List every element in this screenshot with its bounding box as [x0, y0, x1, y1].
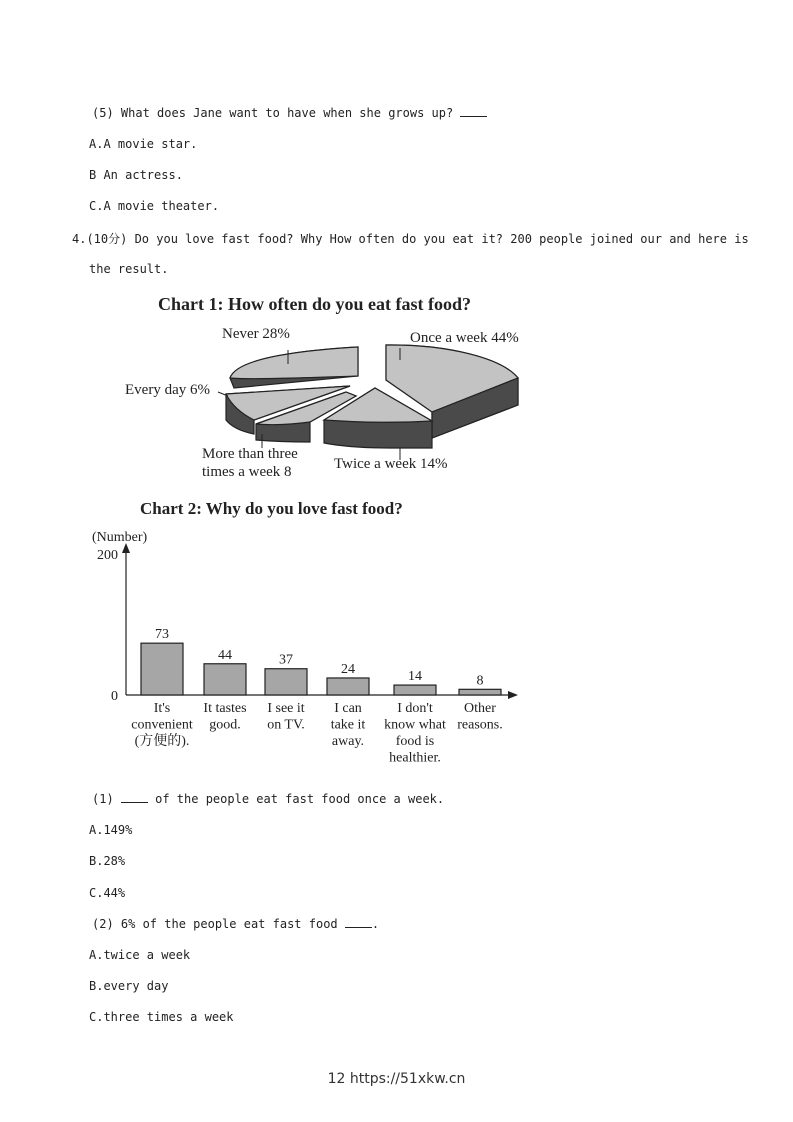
x-tick-label: take it [330, 717, 366, 733]
x-tick-label: It tastes [203, 701, 247, 716]
bar [394, 685, 436, 695]
chart1-label-once: Once a week 44% [410, 330, 519, 346]
chart1-label-more-than-three-2: times a week 8 [202, 464, 292, 480]
answer-blank [121, 801, 148, 803]
bar-value-label: 73 [155, 627, 169, 643]
chart1-label-more-than-three-1: More than three [202, 446, 298, 462]
x-tick-label: away. [331, 734, 365, 749]
x-tick-label: good. [209, 717, 241, 733]
q4-intro-line1: 4.(10分) Do you love fast food? Why How often do you eat it? 200 people joined our and here is [72, 232, 749, 246]
bar-value-label: 8 [476, 673, 484, 689]
chart1-label-twice: Twice a week 14% [334, 456, 448, 472]
q5-question: (5) What does Jane want to have when she grows up? [92, 106, 487, 120]
bar [204, 664, 246, 695]
q1-option-b: B.28% [89, 854, 126, 868]
x-tick-label: I don't [397, 701, 433, 716]
bar-value-label: 14 [408, 669, 422, 685]
x-tick-label: reasons. [457, 717, 503, 733]
x-tick-label: I see it [267, 701, 305, 716]
y-tick-label: 200 [97, 548, 118, 563]
q1-question: (1) of the people eat fast food once a week. [92, 792, 445, 806]
x-tick-label: (方便的). [134, 734, 190, 749]
x-tick-label: on TV. [267, 717, 305, 733]
bar [141, 643, 183, 695]
chart1-label-every-day: Every day 6% [125, 382, 210, 398]
x-tick-label: convenient [131, 717, 193, 733]
y-tick-label: 0 [111, 689, 118, 704]
q1-option-c: C.44% [89, 886, 126, 900]
bar [265, 669, 307, 695]
q2-question: (2) 6% of the people eat fast food . [92, 917, 380, 931]
x-tick-label: I can [334, 701, 362, 716]
page-footer: 12 https://51xkw.cn [327, 1071, 466, 1087]
bar-value-label: 44 [218, 647, 232, 663]
chart2-bar-chart [80, 525, 540, 770]
x-tick-label: Other [464, 701, 496, 716]
pie-slice-never [230, 347, 358, 388]
bar-value-label: 37 [279, 652, 293, 668]
answer-blank [460, 115, 487, 117]
chart2-title: Chart 2: Why do you love fast food? [140, 499, 403, 518]
q2-option-a: A.twice a week [89, 948, 191, 962]
bar [459, 689, 501, 695]
q4-intro-line2: the result. [89, 262, 169, 276]
chart1-title: Chart 1: How often do you eat fast food? [158, 294, 471, 314]
answer-blank [345, 926, 372, 928]
q2-option-b: B.every day [89, 979, 169, 993]
x-axis-arrow [508, 691, 518, 699]
y-axis-label: (Number) [92, 530, 148, 545]
bar [327, 678, 369, 695]
q1-option-a: A.149% [89, 823, 133, 837]
x-tick-label: It's [153, 701, 171, 716]
q2-option-c: C.three times a week [89, 1010, 234, 1024]
q5-option-b: B An actress. [89, 168, 183, 182]
x-tick-label: healthier. [389, 750, 441, 766]
q5-option-c: C.A movie theater. [89, 199, 220, 213]
x-tick-label: know what [384, 717, 446, 733]
bar-value-label: 24 [341, 661, 355, 677]
x-tick-label: food is [395, 734, 435, 749]
q5-option-a: A.A movie star. [89, 137, 198, 151]
chart1-label-never: Never 28% [222, 326, 290, 342]
